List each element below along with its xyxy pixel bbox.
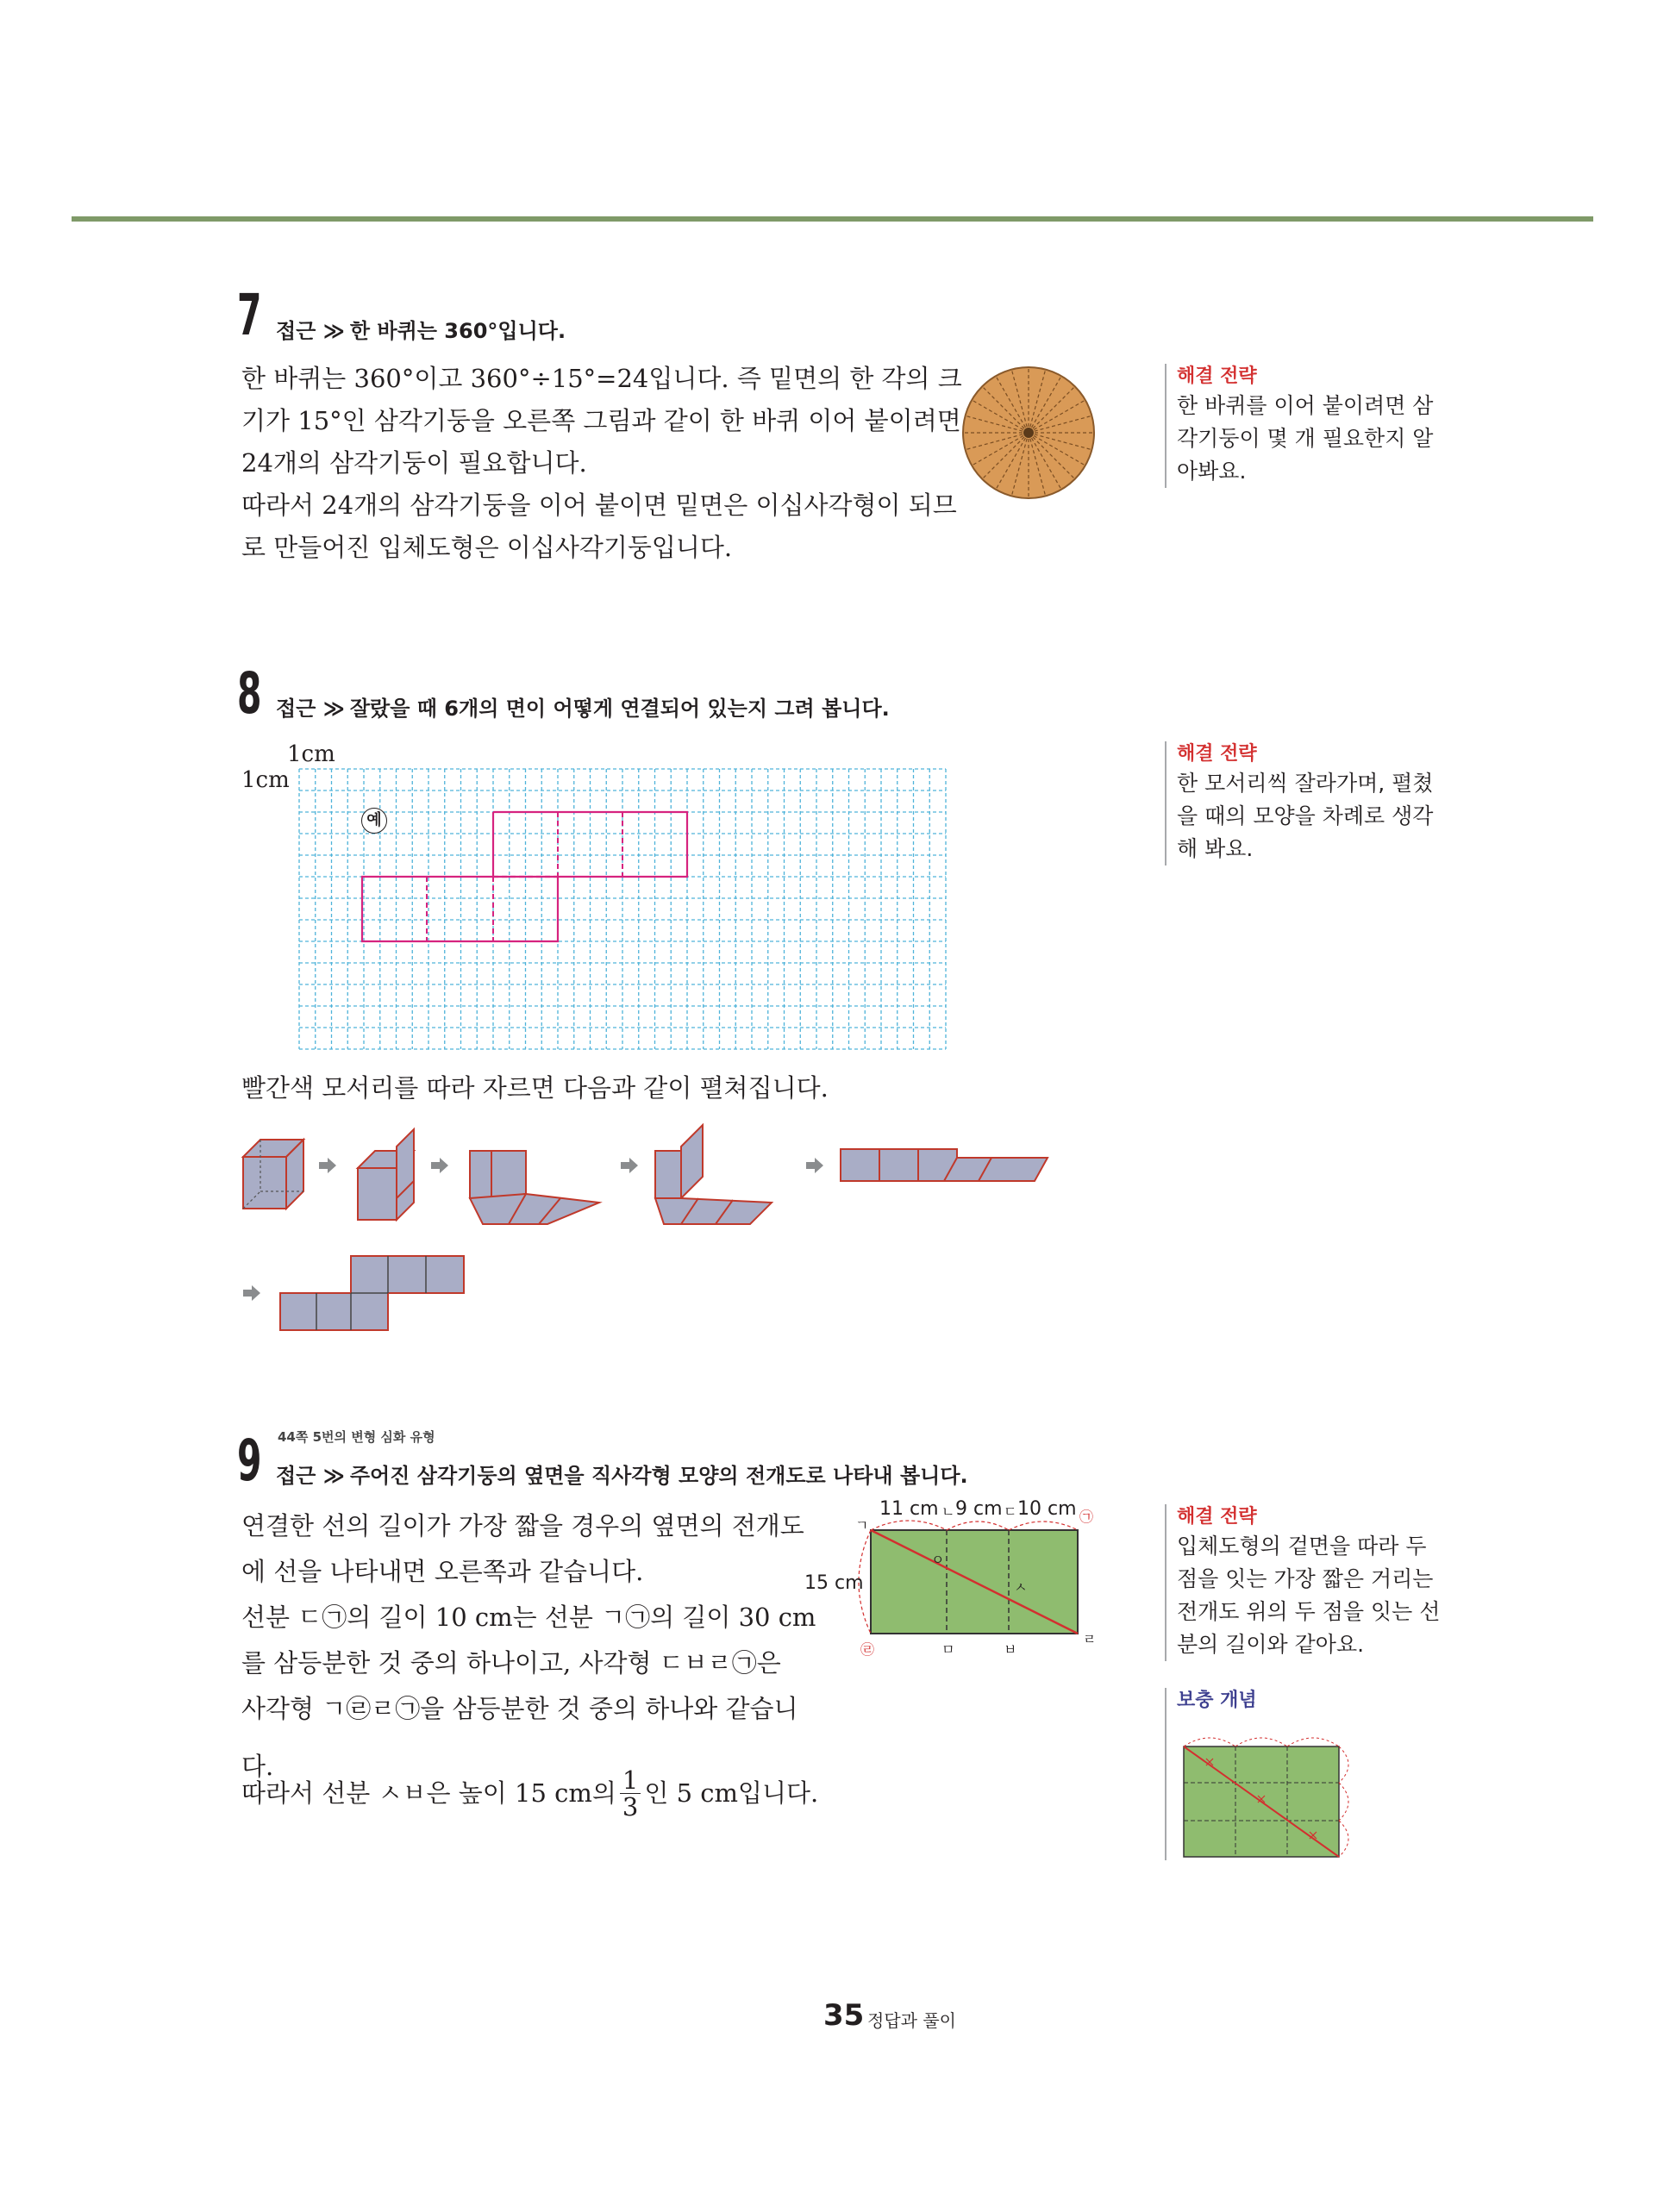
strategy-line: 해 봐요. [1177,836,1254,861]
arrow-icon [243,1285,260,1301]
cube-step-1 [243,1140,303,1209]
q9-source-note: 44쪽 5번의 변형 심화 유형 [278,1429,435,1445]
strategy-line: 한 모서리씩 잘라가며, 펼쳤 [1177,771,1434,796]
text-line: 사각형 ㄱ㉣ㄹ㉠을 삼등분한 것 중의 하나와 같습니 [241,1694,798,1723]
top-length-2: 9 cm [955,1498,1003,1520]
strategy-line: 분의 길이와 같아요. [1177,1632,1365,1657]
question-number-7: 7 [237,282,262,348]
bottom-label-b: ㅂ [1004,1641,1017,1658]
grid-label-left: 1cm [241,767,290,793]
grid-label-top: 1cm [287,741,335,767]
cube-step-3 [470,1151,599,1224]
cube-step-2 [358,1129,414,1220]
fraction-denominator: 3 [622,1792,639,1821]
arrow-icon [806,1158,823,1173]
q9-approach [276,1459,968,1489]
top-length-1: 11 cm [879,1498,939,1520]
conclusion-part-a: 따라서 선분 ㅅㅂ은 높이 15 cm의 [241,1778,616,1808]
text-line: 에 선을 나타내면 오른쪽과 같습니다. [241,1557,644,1586]
strategy-line: 을 때의 모양을 차례로 생각 [1177,803,1434,828]
inner-label-s: ㅅ [1014,1579,1028,1596]
footer-label: 정답과 풀이 [867,2010,956,2031]
q8-approach [276,691,890,722]
approach-tag: 접근 ≫ [276,1464,345,1488]
approach-tag: 접근 ≫ [276,697,345,721]
corner-label-tl: ㄱ [855,1517,869,1534]
bottom-label-m: ㅁ [941,1641,955,1658]
strategy-line: 전개도 위의 두 점을 잇는 선 [1177,1599,1441,1624]
point-label-d: ㄷ [1004,1503,1017,1520]
approach-text: 잘랐을 때 6개의 면이 어떻게 연결되어 있는지 그려 봅니다. [349,697,890,721]
strategy-line: 점을 잇는 가장 짧은 거리는 [1177,1566,1434,1591]
fraction-numerator: 1 [620,1767,641,1794]
arrow-icon [621,1158,638,1173]
question-number-8: 8 [237,660,262,727]
arrow-icon [319,1158,336,1173]
top-length-3: 10 cm [1017,1498,1077,1520]
q7-strategy-box [1165,364,1433,488]
header-rule [72,216,1593,222]
side-length: 15 cm [804,1572,864,1594]
point-label-n: ㄴ [941,1503,955,1520]
text-line: 선분 ㄷ㉠의 길이 10 cm는 선분 ㄱ㉠의 길이 30 cm [241,1603,816,1632]
q9-conclusion [241,1767,818,1820]
text-line: 한 바퀴는 360°이고 360°÷15°=24입니다. 즉 밑면의 한 각의 크 [241,364,962,393]
text-line: 다. [241,1752,274,1781]
strategy-heading: 해결 전략 [1177,366,1257,387]
prism-wheel-figure [960,364,1098,502]
q9-body [241,1503,816,1790]
example-mark: 예 [361,808,387,834]
text-line: 로 만들어진 입체도형은 이십사각기둥입니다. [241,533,733,562]
q8-strategy-box [1165,741,1433,865]
cube-step-4 [655,1125,772,1224]
inner-label-o: ㅇ [931,1552,945,1568]
text-line: 24개의 삼각기둥이 필요합니다. [241,448,587,478]
corner-label-br: ㄹ [1083,1631,1097,1647]
text-line: 를 삼등분한 것 중의 하나이고, 사각형 ㄷㅂㄹ㉠은 [241,1648,781,1678]
page-number: 35 [823,1998,865,2033]
q7-body [241,358,962,569]
corner-label-tr: ㉠ [1079,1509,1094,1525]
arrow-icon [431,1158,448,1173]
strategy-heading: 해결 전략 [1177,743,1257,765]
strategy-line: 아봐요. [1177,459,1247,484]
strategy-line: 입체도형의 겉면을 따라 두 [1177,1534,1427,1559]
strategy-line: 한 바퀴를 이어 붙이려면 삼 [1177,393,1434,418]
q8-unfold-text: 빨간색 모서리를 따라 자르면 다음과 같이 펼쳐집니다. [241,1073,829,1103]
text-line: 연결한 선의 길이가 가장 짧을 경우의 옆면의 전개도 [241,1511,804,1540]
fraction [620,1767,641,1820]
approach-text: 주어진 삼각기둥의 옆면을 직사각형 모양의 전개도로 나타내 봅니다. [349,1464,968,1488]
conclusion-part-b: 인 5 cm입니다. [644,1778,819,1808]
cube-step-5 [841,1149,1048,1181]
concept-diagram [1177,1714,1375,1860]
lateral-net-diagram [802,1496,1112,1668]
text-line: 따라서 24개의 삼각기둥을 이어 붙이면 밑면은 이십사각형이 되므 [241,491,957,520]
q9-concept-box [1165,1688,1375,1860]
unfolding-sequence-figure [233,1112,1078,1345]
corner-label-bl: ㉣ [860,1641,875,1658]
net-grid-figure [297,767,953,1052]
question-number-9: 9 [237,1428,262,1494]
q9-strategy-box [1165,1504,1440,1661]
strategy-line: 각기둥이 몇 개 필요한지 알 [1177,426,1434,451]
concept-heading: 보충 개념 [1177,1690,1257,1711]
approach-tag: 접근 ≫ [276,319,345,343]
strategy-heading: 해결 전략 [1177,1506,1257,1528]
approach-text: 한 바퀴는 360°입니다. [349,319,566,343]
q7-approach [276,314,566,344]
text-line: 기가 15°인 삼각기둥을 오른쪽 그림과 같이 한 바퀴 이어 붙이려면 [241,406,961,435]
